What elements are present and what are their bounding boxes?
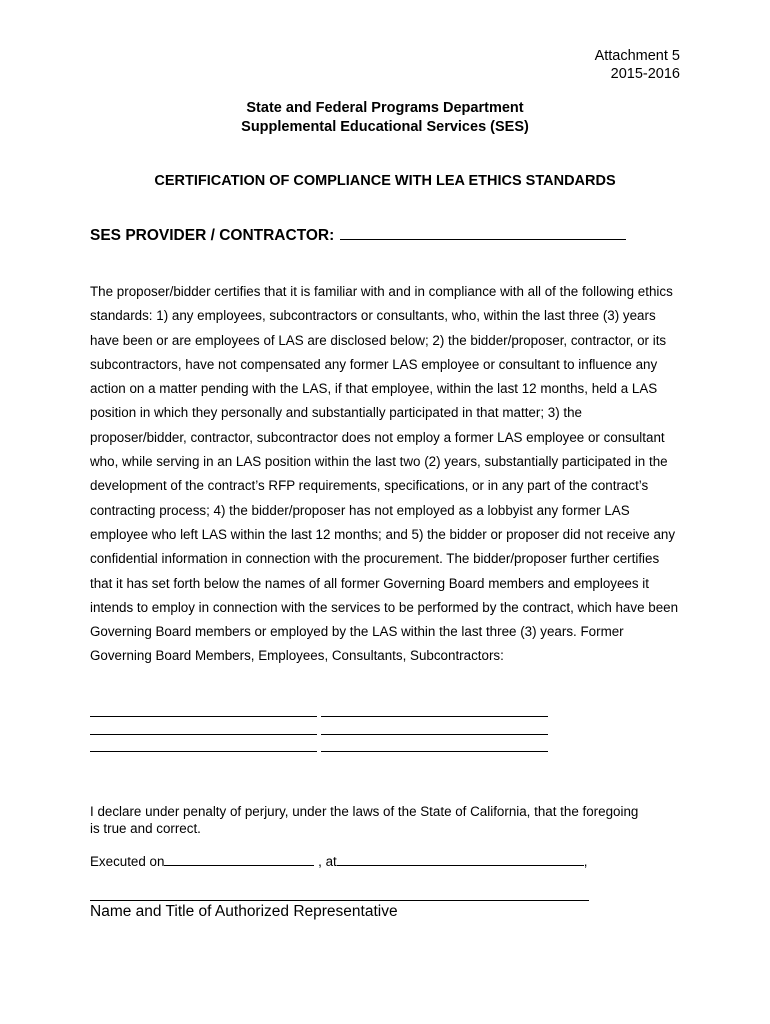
header-block — [0, 99, 770, 137]
provider-row — [90, 224, 626, 246]
provider-label: SES PROVIDER / CONTRACTOR: — [90, 227, 335, 244]
executed-on-field[interactable] — [164, 852, 314, 866]
signature-line[interactable] — [90, 900, 589, 901]
signature-label: Name and Title of Authorized Representative — [90, 903, 398, 920]
executed-row — [90, 852, 588, 870]
disclosure-line[interactable] — [90, 716, 317, 717]
program-title: Supplemental Educational Services (SES) — [241, 119, 529, 135]
trailing-comma: , — [583, 854, 588, 869]
certification-title: CERTIFICATION OF COMPLIANCE WITH LEA ETHICS STANDARDS — [154, 173, 616, 189]
location-field[interactable] — [337, 852, 584, 866]
attachment-block — [595, 47, 680, 83]
executed-on-label: Executed on — [90, 854, 165, 869]
disclosure-line[interactable] — [321, 734, 548, 735]
department-title: State and Federal Programs Department — [246, 100, 524, 116]
at-label: , at — [314, 854, 337, 869]
disclosure-line[interactable] — [90, 751, 317, 752]
disclosure-line[interactable] — [321, 751, 548, 752]
attachment-label: Attachment 5 — [594, 48, 680, 64]
disclosure-line[interactable] — [321, 716, 548, 717]
provider-field[interactable] — [340, 224, 626, 240]
attachment-year: 2015-2016 — [610, 66, 680, 82]
compliance-paragraph: The proposer/bidder certifies that it is familiar with and in compliance with all of the following ethics standards: 1) any employees, subcontractors or consultants, who, within the last three (3) years have been or are employees of LAS are disclosed below; 2) the bidder/proposer, contractor, or its subcontractors, have not compensated any former LAS employee or consultant to influence any action on a matter pending with the LAS, if that employee, within the last 12 months, held a LAS position in which they personally and substantially participated in that matter; 3) the proposer/bidder, contractor, subcontractor does not employ a former LAS employee or consultant who, while serving in an LAS position within the last two (2) years, substantially participated in the development of the contract’s RFP requirements, specifications, or in any part of the contract’s contracting process; 4) the bidder/proposer has not employed as a lobbyist any former LAS employee who left LAS within the last 12 months; and 5) the bidder or proposer did not receive any confidential information in connection with the procurement. The bidder/proposer further certifies that it has set forth below the names of all former Governing Board members and employees it intends to employ in connection with the services to be performed by the contract, which have been Governing Board members or employed by the LAS within the last three (3) years. Former Governing Board Members, Employees, Consultants, Subcontractors: — [90, 284, 679, 664]
disclosure-line[interactable] — [90, 734, 317, 735]
declaration-text: I declare under penalty of perjury, under the laws of the State of California, that the foregoing is true and correct. — [90, 804, 639, 836]
